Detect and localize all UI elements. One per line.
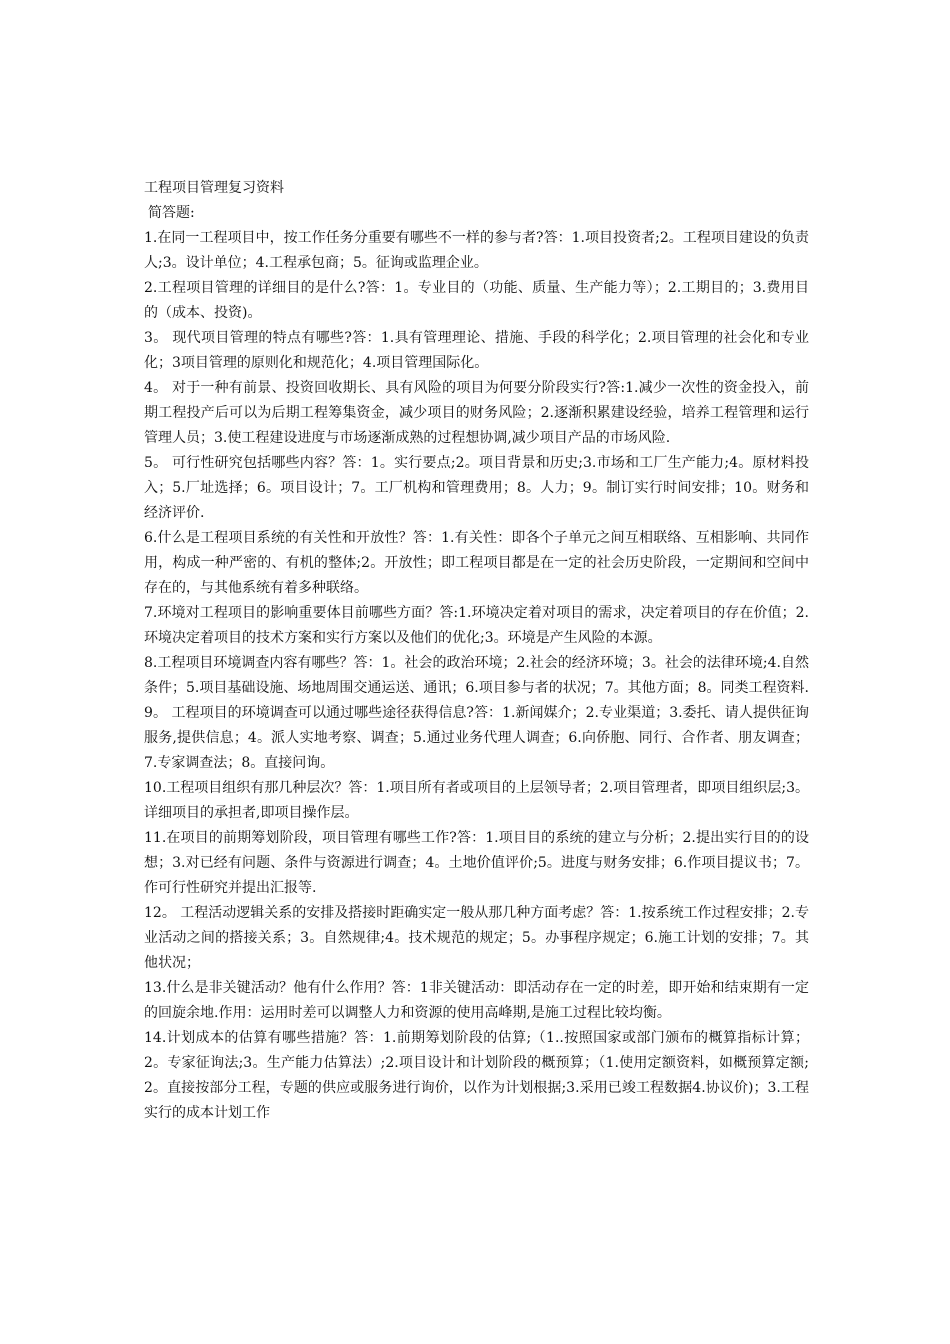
qa-item-6: 6.什么是工程项目系统的有关性和开放性？答：1.有关性：即各个子单元之间互相联络、互相影响、共同作用，构成一种严密的、有机的整体;2。开放性；即工程项目都是在一定的社会历史阶段，一定期间和空间中存在的，与其他系统有着多种联络。 <box>144 530 809 596</box>
qa-item-4: 4。 对于一种有前景、投资回收期长、具有风险的项目为何要分阶段实行?答:1.减少一次性的资金投入，前期工程投产后可以为后期工程筹集资金，减少项目的财务风险；2.逐渐积累建设经验，培养工程管理和运行管理人员；3.使工程建设进度与市场逐渐成熟的过程想协调,减少项目产品的市场风险. <box>144 380 809 446</box>
qa-item-2: 2.工程项目管理的详细目的是什么?答：1。专业目的（功能、质量、生产能力等）；2.工期目的；3.费用目的（成本、投资)。 <box>144 280 809 321</box>
qa-item-12: 12。 工程活动逻辑关系的安排及搭接时距确实定一般从那几种方面考虑？答：1.按系统工作过程安排；2.专业活动之间的搭接关系；3。自然规律;4。技术规范的规定；5。办事程序规定；6.施工计划的安排；7。其他状况； <box>144 905 809 971</box>
document-title: 工程项目管理复习资料 <box>144 180 284 196</box>
qa-item-14: 14.计划成本的估算有哪些措施？答：1.前期筹划阶段的估算;（1..按照国家或部门颁布的概算指标计算；2。专家征询法;3。生产能力估算法）;2.项目设计和计划阶段的概预算；（1.使用定额资料，如概预算定额;2。直接按部分工程，专题的供应或服务进行询价，以作为计划根据;3.采用已竣工程数据4.协议价)；3.工程实行的成本计划工作 <box>144 1030 809 1121</box>
qa-item-10: 10.工程项目组织有那几种层次？答：1.项目所有者或项目的上层领导者；2.项目管理者，即项目组织层;3。详细项目的承担者,即项目操作层。 <box>144 780 809 821</box>
qa-item-5: 5。 可行性研究包括哪些内容？答：1。实行要点;2。项目背景和历史;3.市场和工厂生产能力;4。原材料投入；5.厂址选择；6。项目设计；7。工厂机构和管理费用；8。人力；9。制订实行时间安排；10。财务和经济评价. <box>144 455 809 521</box>
qa-item-3: 3。 现代项目管理的特点有哪些?答：1.具有管理理论、措施、手段的科学化；2.项目管理的社会化和专业化；3项目管理的原则化和规范化；4.项目管理国际化。 <box>144 330 809 371</box>
qa-item-8: 8.工程项目环境调查内容有哪些？答：1。社会的政治环境；2.社会的经济环境；3。社会的法律环境;4.自然条件；5.项目基础设施、场地周围交通运送、通讯；6.项目参与者的状况；7。其他方面；8。同类工程资料. <box>144 655 809 696</box>
section-label: 简答题: <box>148 205 195 221</box>
qa-item-11: 11.在项目的前期筹划阶段，项目管理有哪些工作?答：1.项目目的系统的建立与分析；2.提出实行目的的设想；3.对已经有问题、条件与资源进行调查；4。土地价值评价;5。进度与财务安排；6.作项目提议书；7。作可行性研究并提出汇报等. <box>144 830 809 896</box>
qa-item-9: 9。 工程项目的环境调查可以通过哪些途径获得信息?答：1.新闻媒介；2.专业渠道；3.委托、请人提供征询服务,提供信息；4。派人实地考察、调查；5.通过业务代理人调查；6.向侨胞、同行、合作者、朋友调查；7.专家调查法；8。直接问询。 <box>144 705 809 771</box>
qa-item-1: 1.在同一工程项目中，按工作任务分重要有哪些不一样的参与者?答：1.项目投资者;2。工程项目建设的负责人;3。设计单位；4.工程承包商；5。征询或监理企业。 <box>144 230 809 271</box>
qa-item-13: 13.什么是非关键活动？他有什么作用？答：1非关键活动：即活动存在一定的时差，即开始和结束期有一定的回旋余地.作用：运用时差可以调整人力和资源的使用高峰期,是施工过程比较均衡。 <box>144 980 809 1021</box>
document-page <box>144 176 809 1126</box>
qa-item-7: 7.环境对工程项目的影响重要体目前哪些方面？答:1.环境决定着对项目的需求，决定着项目的存在价值；2.环境决定着项目的技术方案和实行方案以及他们的优化;3。环境是产生风险的本源。 <box>144 605 809 646</box>
